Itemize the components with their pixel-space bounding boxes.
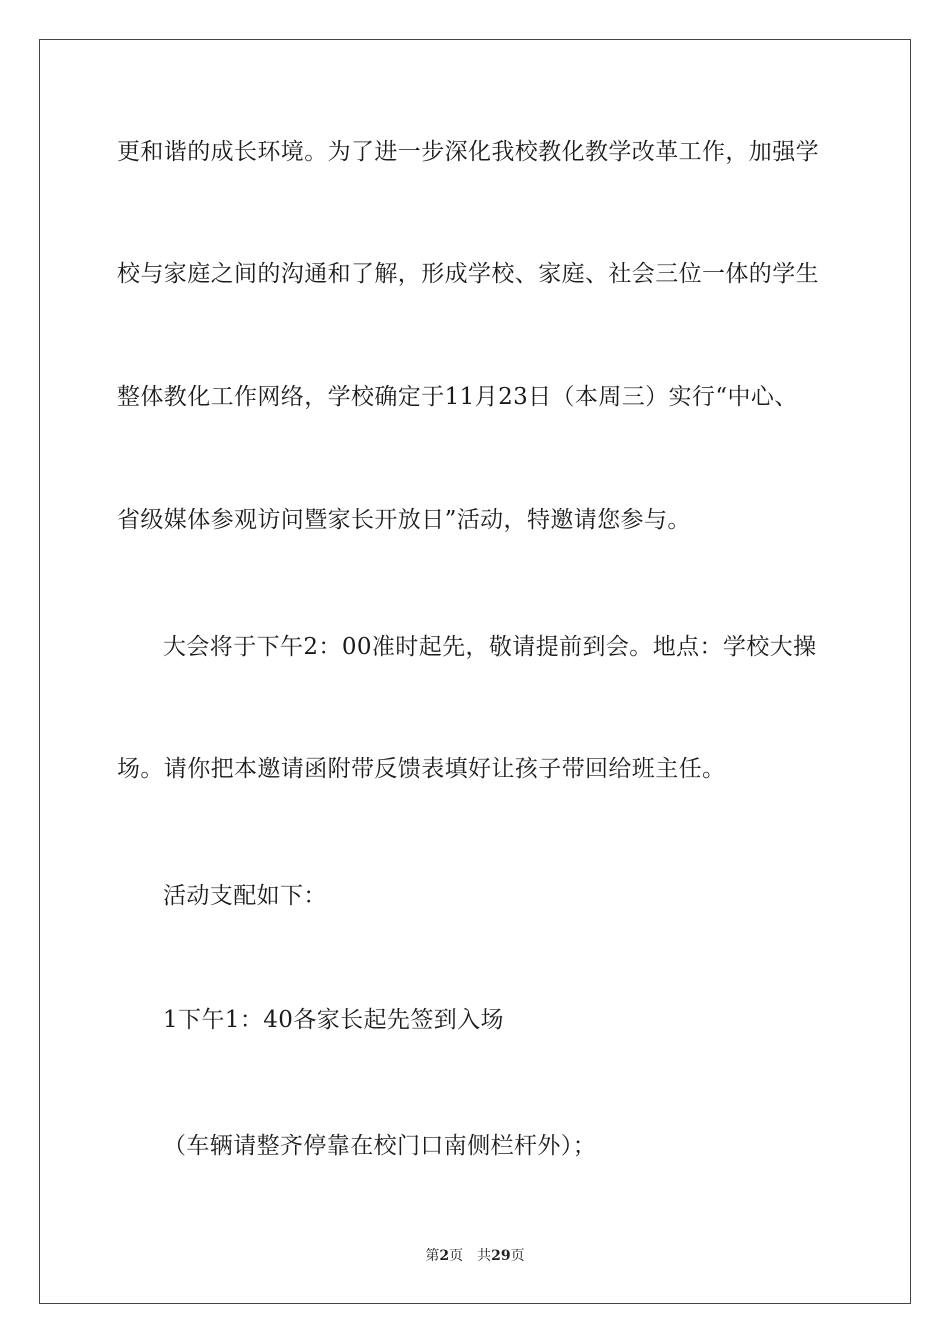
body-line-5: 大会将于下午2：00准时起先，敬请提前到会。地点：学校大操 <box>163 634 817 660</box>
footer-page-prefix: 第 <box>425 1248 440 1264</box>
body-line-6: 场。请你把本邀请函附带反馈表填好让孩子带回给班主任。 <box>117 756 726 782</box>
page-frame <box>39 39 911 1304</box>
footer-total-pages: 29 <box>491 1248 511 1264</box>
body-line-2: 校与家庭之间的沟通和了解，形成学校、家庭、社会三位一体的学生 <box>117 261 819 287</box>
page-footer <box>0 1247 950 1265</box>
body-line-3: 整体教化工作网络，学校确定于11月23日（本周三）实行“中心、 <box>117 384 798 410</box>
footer-page-suffix: 页 <box>449 1248 464 1264</box>
footer-page-number: 2 <box>439 1248 450 1264</box>
footer-total-suffix: 页 <box>510 1248 525 1264</box>
body-line-7: 活动支配如下： <box>163 883 327 909</box>
body-line-1: 更和谐的成长环境。为了进一步深化我校教化教学改革工作，加强学 <box>117 139 819 165</box>
body-line-4: 省级媒体参观访问暨家长开放日”活动，特邀请您参与。 <box>117 507 691 533</box>
body-line-9: （车辆请整齐停靠在校门口南侧栏杆外）； <box>163 1133 597 1159</box>
footer-total-prefix: 共 <box>477 1248 492 1264</box>
body-line-8: 1下午1：40各家长起先签到入场 <box>163 1007 504 1033</box>
